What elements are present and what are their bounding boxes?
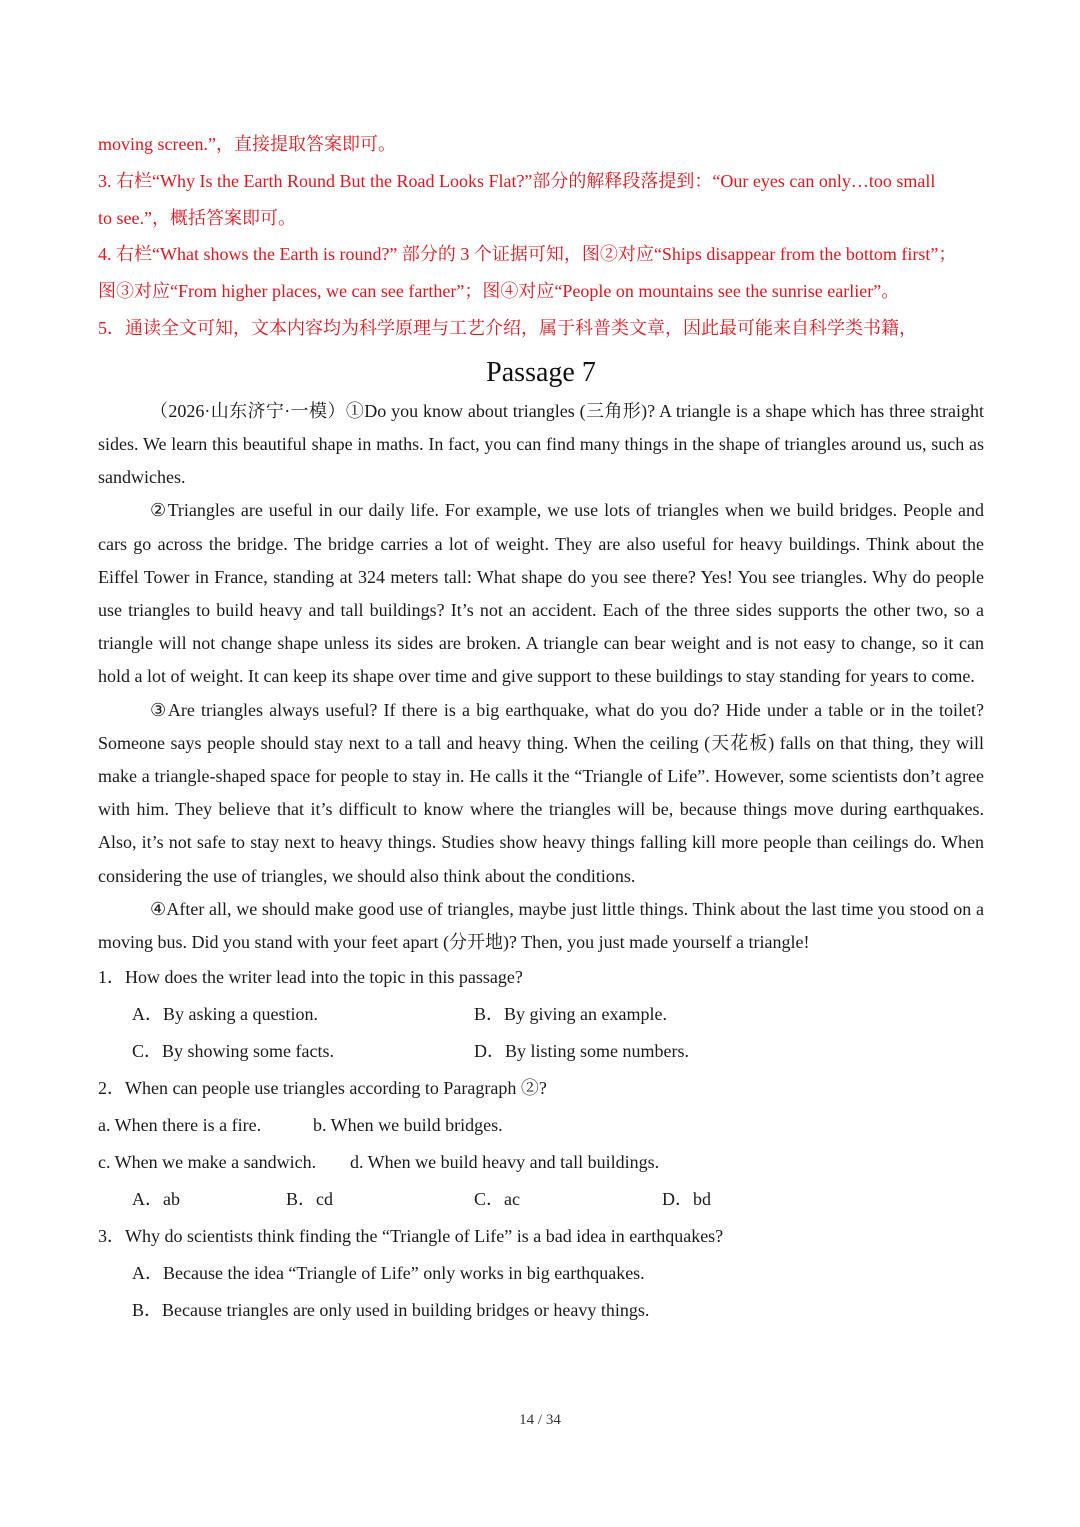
option-row <box>98 1255 984 1292</box>
passage-body <box>98 395 984 959</box>
document-page <box>98 126 984 1329</box>
answer-line: 5．通读全文可知，文本内容均为科学原理与工艺介绍，属于科普类文章，因此最可能来自科学类书籍， <box>98 317 917 338</box>
answer-line: 4. 右栏“What shows the Earth is round?” 部分的 3 个证据可知，图②对应“Ships disappear from the bottom first”； <box>98 244 957 265</box>
option-a[interactable]: A．By asking a question. <box>132 1004 318 1025</box>
item-c: c. When we make a sandwich. <box>98 1152 317 1173</box>
option-row <box>98 1292 984 1329</box>
option-c[interactable]: C．By showing some facts. <box>132 1041 334 1062</box>
option-d[interactable]: D．bd <box>662 1189 711 1210</box>
passage-paragraph: ④After all, we should make good use of triangles, maybe just little things. Think about the last time you stood on a moving bus. Did you stand with your feet apart (分开地)? Then, you just made yourself a triangle! <box>98 898 984 953</box>
passage-paragraph: （2026·山东济宁·一模）①Do you know about triangles (三角形)? A triangle is a shape which has three straight sides. We learn this beautiful shape in maths. In fact, you can find many things in the shape of triangles around us, such as sandwiches. <box>98 400 984 488</box>
page-number: 14 / 34 <box>519 1412 561 1428</box>
item-row <box>98 1144 984 1181</box>
option-b[interactable]: B．By giving an example. <box>474 1004 667 1025</box>
option-b[interactable]: B．cd <box>286 1189 333 1210</box>
question-stem: 1．How does the writer lead into the topic in this passage? <box>98 967 523 988</box>
answer-line: 图③对应“From higher places, we can see farther”；图④对应“People on mountains see the sunrise earlier”。 <box>98 281 900 302</box>
question-stem: 3．Why do scientists think finding the “Triangle of Life” is a bad idea in earthquakes? <box>98 1226 724 1247</box>
item-row <box>98 1107 984 1144</box>
item-b: b. When we build bridges. <box>313 1115 503 1136</box>
answer-line: moving screen.”，直接提取答案即可。 <box>98 134 396 154</box>
item-d: d. When we build heavy and tall buildings. <box>350 1152 660 1173</box>
option-row <box>98 996 984 1033</box>
option-d[interactable]: D．By listing some numbers. <box>474 1041 689 1062</box>
answer-line: 3. 右栏“Why Is the Earth Round But the Road Looks Flat?”部分的解释段落提到：“Our eyes can only…too small <box>98 170 936 191</box>
option-b[interactable]: B．Because triangles are only used in building bridges or heavy things. <box>132 1300 650 1321</box>
option-a[interactable]: A．Because the idea “Triangle of Life” only works in big earthquakes. <box>132 1263 645 1284</box>
item-a: a. When there is a fire. <box>98 1115 262 1136</box>
passage-paragraph: ③Are triangles always useful? If there is a big earthquake, what do you do? Hide under a table or in the toilet? Someone says people should stay next to a tall and heavy thing. When the ceiling (天花板) falls on that thing, they will make a triangle-shaped space for people to stay in. He calls it the “Triangle of Life”. However, some scientists don’t agree with him. They believe that it’s difficult to know where the triangles will be, because things move during earthquakes. Also, it’s not safe to stay next to heavy things. Studies show heavy things falling kill more people than ceilings do. When considering the use of triangles, we should also think about the conditions. <box>98 699 984 886</box>
question-stem: 2．When can people use triangles according to Paragraph ②? <box>98 1078 547 1099</box>
passage-title: Passage 7 <box>486 356 596 388</box>
answer-explanations <box>98 126 984 347</box>
option-row <box>98 1181 984 1218</box>
option-row <box>98 1033 984 1070</box>
option-c[interactable]: C．ac <box>474 1189 520 1210</box>
question-3 <box>98 1218 984 1329</box>
question-1 <box>98 959 984 1070</box>
question-2 <box>98 1070 984 1218</box>
passage-paragraph: ②Triangles are useful in our daily life. For example, we use lots of triangles when we build bridges. People and cars go across the bridge. The bridge carries a lot of weight. They are also useful for heavy buildings. Think about the Eiffel Tower in France, standing at 324 meters tall: What shape do you see there? Yes! You see triangles. Why do people use triangles to build heavy and tall buildings? It’s not an accident. Each of the three sides supports the other two, so a triangle will not change shape unless its sides are broken. A triangle can bear weight and is not easy to change, so it can hold a lot of weight. It can keep its shape over time and give support to these buildings to stay standing for years to come. <box>98 500 984 687</box>
answer-line: to see.”，概括答案即可。 <box>98 207 296 228</box>
option-a[interactable]: A．ab <box>132 1189 180 1210</box>
